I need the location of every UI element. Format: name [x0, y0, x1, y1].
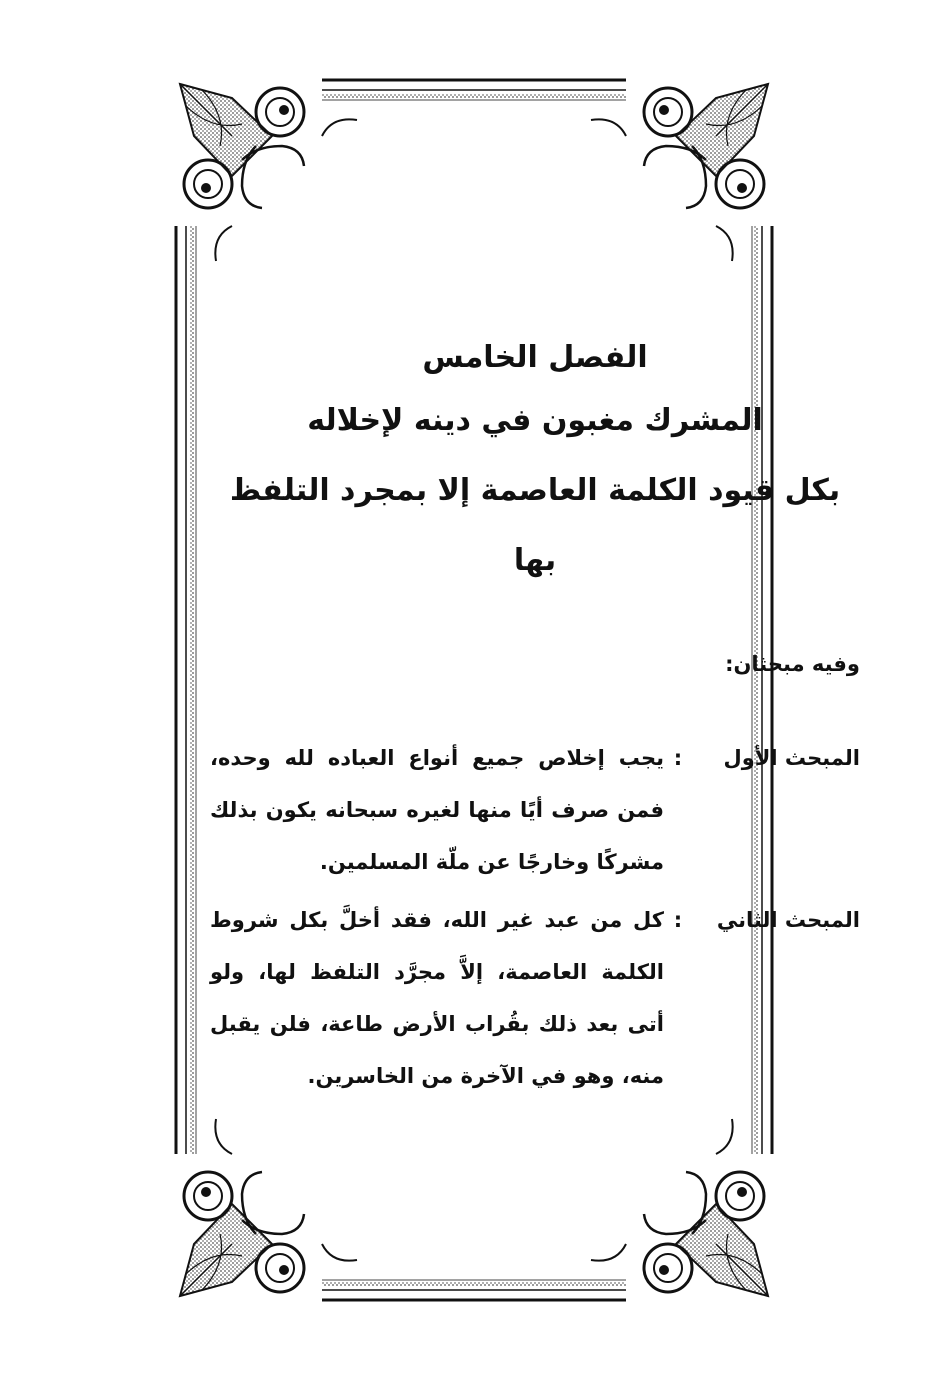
section-label: المبحث الأول [723, 746, 860, 770]
corner-ornament-top-right [591, 76, 776, 261]
corner-ornament-bottom-left [172, 1119, 357, 1304]
section-label: المبحث الثاني [716, 908, 860, 932]
section-text: يجب إخلاص جميع أنواع العباده لله وحده، فمن صرف أيًا منها لغيره سبحانه يكون بذلك مشركًا وخارجًا عن ملّة المسلمين. [210, 746, 664, 874]
section-second [210, 894, 860, 1102]
chapter-title-line-2: بكل قيود الكلمة العاصمة إلا بمجرد التلفظ بها [229, 473, 841, 578]
corner-ornament-top-left [172, 76, 357, 261]
section-colon: : [673, 908, 683, 932]
intro-text: وفيه مبحثان: [725, 652, 860, 676]
section-text: كل من عبد غير الله، فقد أخلَّ بكل شروط الكلمة العاصمة، إلاَّ مجرَّد التلفظ لها، ولو أتى بعد ذلك بقُراب الأرض طاعة، فلن يقبل منه، وهو في الآخرة من الخاسرين. [210, 908, 664, 1088]
page-content [210, 330, 860, 1108]
section-colon: : [673, 746, 683, 770]
chapter-title-line-1: المشرك مغبون في دينه لإخلاله [307, 403, 763, 438]
chapter-heading: الفصل الخامس [422, 340, 648, 375]
section-first [210, 732, 860, 888]
corner-ornament-bottom-right [591, 1119, 776, 1304]
